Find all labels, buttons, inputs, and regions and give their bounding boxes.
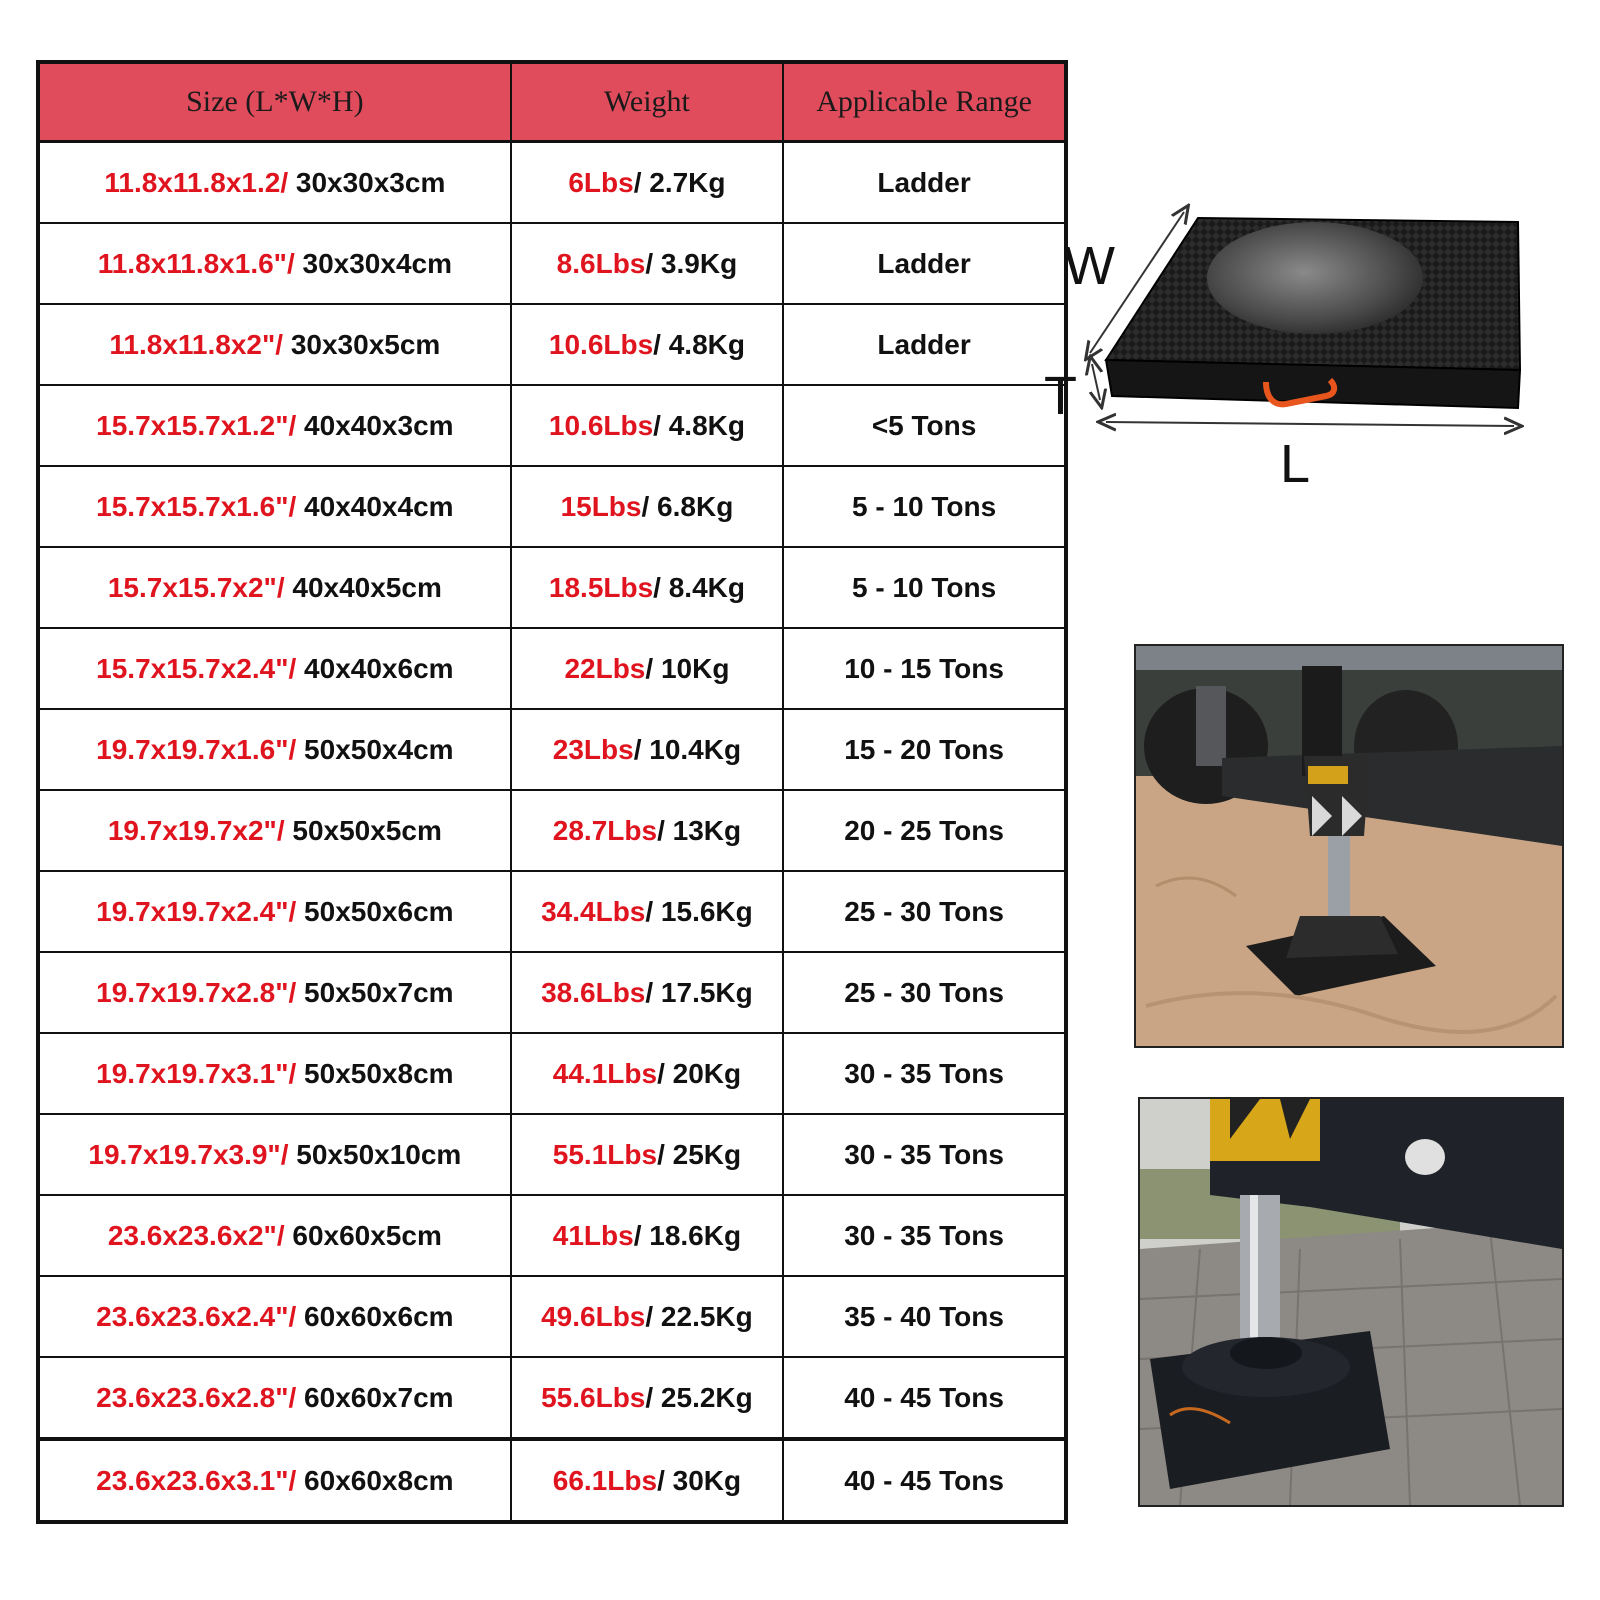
size-inches: 19.7x19.7x3.9"/ (88, 1138, 289, 1170)
size-inches: 15.7x15.7x1.2"/ (96, 409, 297, 441)
thickness-label: T (1044, 366, 1077, 426)
range-cell (783, 223, 1066, 304)
crane-outrigger-sand-photo (1134, 644, 1564, 1048)
size-cell (38, 1357, 511, 1439)
table-row (38, 304, 1066, 385)
width-label: W (1064, 236, 1115, 296)
size-cm: 50x50x5cm (284, 814, 442, 846)
size-inches: 15.7x15.7x2"/ (107, 571, 285, 603)
range-cell (783, 1439, 1066, 1522)
table-row (38, 790, 1066, 871)
applicable-range: Ladder (877, 247, 971, 279)
weight-cell (511, 1114, 783, 1195)
weight-kg: / 18.6Kg (633, 1219, 742, 1251)
size-cm: 60x60x5cm (284, 1219, 442, 1251)
size-cm: 50x50x10cm (288, 1138, 462, 1170)
applicable-range: 5 - 10 Tons (851, 571, 997, 603)
range-cell (783, 952, 1066, 1033)
weight-lbs: 15Lbs (560, 490, 642, 522)
applicable-range: Ladder (877, 328, 971, 360)
applicable-range: 30 - 35 Tons (844, 1219, 1004, 1251)
size-cm: 30x30x5cm (283, 328, 441, 360)
weight-cell (511, 1439, 783, 1522)
range-cell (783, 790, 1066, 871)
range-cell (783, 709, 1066, 790)
size-cell (38, 790, 511, 871)
applicable-range: 30 - 35 Tons (844, 1138, 1004, 1170)
range-cell (783, 1357, 1066, 1439)
weight-lbs: 55.1Lbs (552, 1138, 658, 1170)
applicable-range: 20 - 25 Tons (844, 814, 1004, 846)
applicable-range: 5 - 10 Tons (851, 490, 997, 522)
weight-cell (511, 547, 783, 628)
size-cm: 40x40x4cm (296, 490, 454, 522)
weight-cell (511, 628, 783, 709)
weight-kg: / 17.5Kg (645, 976, 753, 1008)
spec-table (36, 60, 1068, 1524)
range-cell (783, 871, 1066, 952)
weight-lbs: 8.6Lbs (556, 247, 646, 279)
size-inches: 23.6x23.6x2"/ (107, 1219, 285, 1251)
size-inches: 23.6x23.6x2.8"/ (96, 1381, 297, 1413)
size-cell (38, 304, 511, 385)
applicable-range: 40 - 45 Tons (844, 1381, 1004, 1413)
size-cell (38, 142, 511, 224)
table-row (38, 142, 1066, 224)
table-row (38, 1357, 1066, 1439)
table-row (38, 952, 1066, 1033)
weight-lbs: 38.6Lbs (541, 976, 646, 1008)
weight-kg: / 25Kg (657, 1138, 742, 1170)
weight-kg: / 10.4Kg (633, 733, 742, 765)
weight-kg: / 25.2Kg (645, 1381, 753, 1413)
size-inches: 11.8x11.8x2"/ (109, 328, 284, 360)
size-cell (38, 1033, 511, 1114)
weight-kg: / 22.5Kg (645, 1300, 753, 1332)
table-row (38, 628, 1066, 709)
size-cell (38, 709, 511, 790)
weight-cell (511, 1195, 783, 1276)
weight-cell (511, 223, 783, 304)
size-cell (38, 871, 511, 952)
size-inches: 15.7x15.7x1.6"/ (96, 490, 297, 522)
weight-kg: / 20Kg (657, 1057, 742, 1089)
range-cell (783, 628, 1066, 709)
size-cm: 40x40x5cm (284, 571, 442, 603)
size-cell (38, 1439, 511, 1522)
size-cell (38, 223, 511, 304)
weight-lbs: 34.4Lbs (541, 895, 646, 927)
applicable-range: 10 - 15 Tons (844, 652, 1004, 684)
size-inches: 11.8x11.8x1.2/ (104, 166, 289, 198)
applicable-range: Ladder (877, 166, 971, 198)
range-cell (783, 304, 1066, 385)
table-row (38, 1439, 1066, 1522)
weight-cell (511, 142, 783, 224)
size-inches: 19.7x19.7x2.8"/ (96, 976, 297, 1008)
table-row (38, 1276, 1066, 1357)
weight-kg: / 4.8Kg (653, 328, 745, 360)
applicable-range: 15 - 20 Tons (844, 733, 1004, 765)
size-cm: 40x40x3cm (296, 409, 454, 441)
size-inches: 19.7x19.7x2.4"/ (96, 895, 297, 927)
thickness-arrow (1092, 364, 1100, 400)
weight-lbs: 44.1Lbs (552, 1057, 658, 1089)
weight-kg: / 6.8Kg (641, 490, 734, 522)
size-cm: 40x40x6cm (296, 652, 454, 684)
applicable-range: 35 - 40 Tons (844, 1300, 1004, 1332)
range-cell (783, 385, 1066, 466)
range-cell (783, 1033, 1066, 1114)
applicable-range: 25 - 30 Tons (844, 976, 1004, 1008)
size-cell (38, 628, 511, 709)
size-cm: 50x50x6cm (296, 895, 454, 927)
table-row (38, 547, 1066, 628)
size-cm: 60x60x8cm (296, 1464, 454, 1496)
range-cell (783, 1114, 1066, 1195)
outrigger-pad-drawing (1106, 218, 1520, 408)
size-cell (38, 547, 511, 628)
size-inches: 19.7x19.7x2"/ (107, 814, 285, 846)
header-range: Applicable Range (783, 62, 1066, 142)
weight-cell (511, 466, 783, 547)
range-cell (783, 466, 1066, 547)
range-cell (783, 142, 1066, 224)
size-cm: 60x60x7cm (296, 1381, 454, 1413)
weight-cell (511, 790, 783, 871)
weight-cell (511, 385, 783, 466)
size-inches: 23.6x23.6x2.4"/ (96, 1300, 297, 1332)
size-cm: 30x30x3cm (288, 166, 446, 198)
table-row (38, 1033, 1066, 1114)
size-cell (38, 466, 511, 547)
size-cell (38, 1276, 511, 1357)
spec-table-head (38, 62, 1066, 142)
size-cell (38, 1195, 511, 1276)
table-row (38, 1195, 1066, 1276)
table-row (38, 385, 1066, 466)
length-label: L (1280, 434, 1311, 494)
size-cm: 50x50x8cm (296, 1057, 454, 1089)
size-cell (38, 952, 511, 1033)
weight-lbs: 66.1Lbs (552, 1464, 658, 1496)
weight-cell (511, 1357, 783, 1439)
weight-cell (511, 304, 783, 385)
weight-cell (511, 952, 783, 1033)
pad-dimension-diagram (1044, 200, 1580, 500)
header-size: Size (L*W*H) (38, 62, 511, 142)
crane-outrigger-pavement-photo (1138, 1097, 1564, 1507)
header-row (38, 62, 1066, 142)
weight-kg: / 2.7Kg (633, 166, 726, 198)
size-inches: 11.8x11.8x1.6"/ (97, 247, 295, 279)
weight-lbs: 23Lbs (552, 733, 634, 765)
weight-lbs: 10.6Lbs (548, 409, 654, 441)
weight-lbs: 55.6Lbs (541, 1381, 646, 1413)
size-inches: 15.7x15.7x2.4"/ (96, 652, 297, 684)
weight-cell (511, 1276, 783, 1357)
weight-lbs: 6Lbs (568, 166, 634, 198)
weight-kg: / 15.6Kg (645, 895, 753, 927)
weight-cell (511, 709, 783, 790)
range-cell (783, 547, 1066, 628)
table-row (38, 871, 1066, 952)
size-inches: 19.7x19.7x1.6"/ (96, 733, 297, 765)
weight-lbs: 41Lbs (552, 1219, 634, 1251)
weight-kg: / 4.8Kg (653, 409, 745, 441)
weight-lbs: 18.5Lbs (548, 571, 654, 603)
header-weight: Weight (511, 62, 783, 142)
applicable-range: 30 - 35 Tons (844, 1057, 1004, 1089)
applicable-range: <5 Tons (871, 409, 977, 441)
range-cell (783, 1195, 1066, 1276)
weight-cell (511, 871, 783, 952)
weight-lbs: 49.6Lbs (541, 1300, 646, 1332)
table-row (38, 709, 1066, 790)
size-cell (38, 385, 511, 466)
length-arrow (1106, 422, 1514, 426)
size-inches: 19.7x19.7x3.1"/ (96, 1057, 297, 1089)
applicable-range: 40 - 45 Tons (844, 1464, 1004, 1496)
applicable-range: 25 - 30 Tons (844, 895, 1004, 927)
weight-lbs: 10.6Lbs (548, 328, 654, 360)
size-inches: 23.6x23.6x3.1"/ (96, 1464, 297, 1496)
table-row (38, 1114, 1066, 1195)
size-cm: 30x30x4cm (294, 247, 452, 279)
weight-kg: / 13Kg (657, 814, 742, 846)
size-cm: 50x50x4cm (296, 733, 454, 765)
weight-lbs: 28.7Lbs (552, 814, 658, 846)
spec-table-body (38, 142, 1066, 1523)
weight-cell (511, 1033, 783, 1114)
table-row (38, 466, 1066, 547)
weight-kg: / 10Kg (645, 652, 730, 684)
size-cm: 50x50x7cm (296, 976, 454, 1008)
size-cell (38, 1114, 511, 1195)
weight-kg: / 8.4Kg (653, 571, 745, 603)
table-row (38, 223, 1066, 304)
size-cm: 60x60x6cm (296, 1300, 454, 1332)
weight-kg: / 30Kg (657, 1464, 742, 1496)
weight-lbs: 22Lbs (564, 652, 646, 684)
weight-kg: / 3.9Kg (645, 247, 738, 279)
range-cell (783, 1276, 1066, 1357)
